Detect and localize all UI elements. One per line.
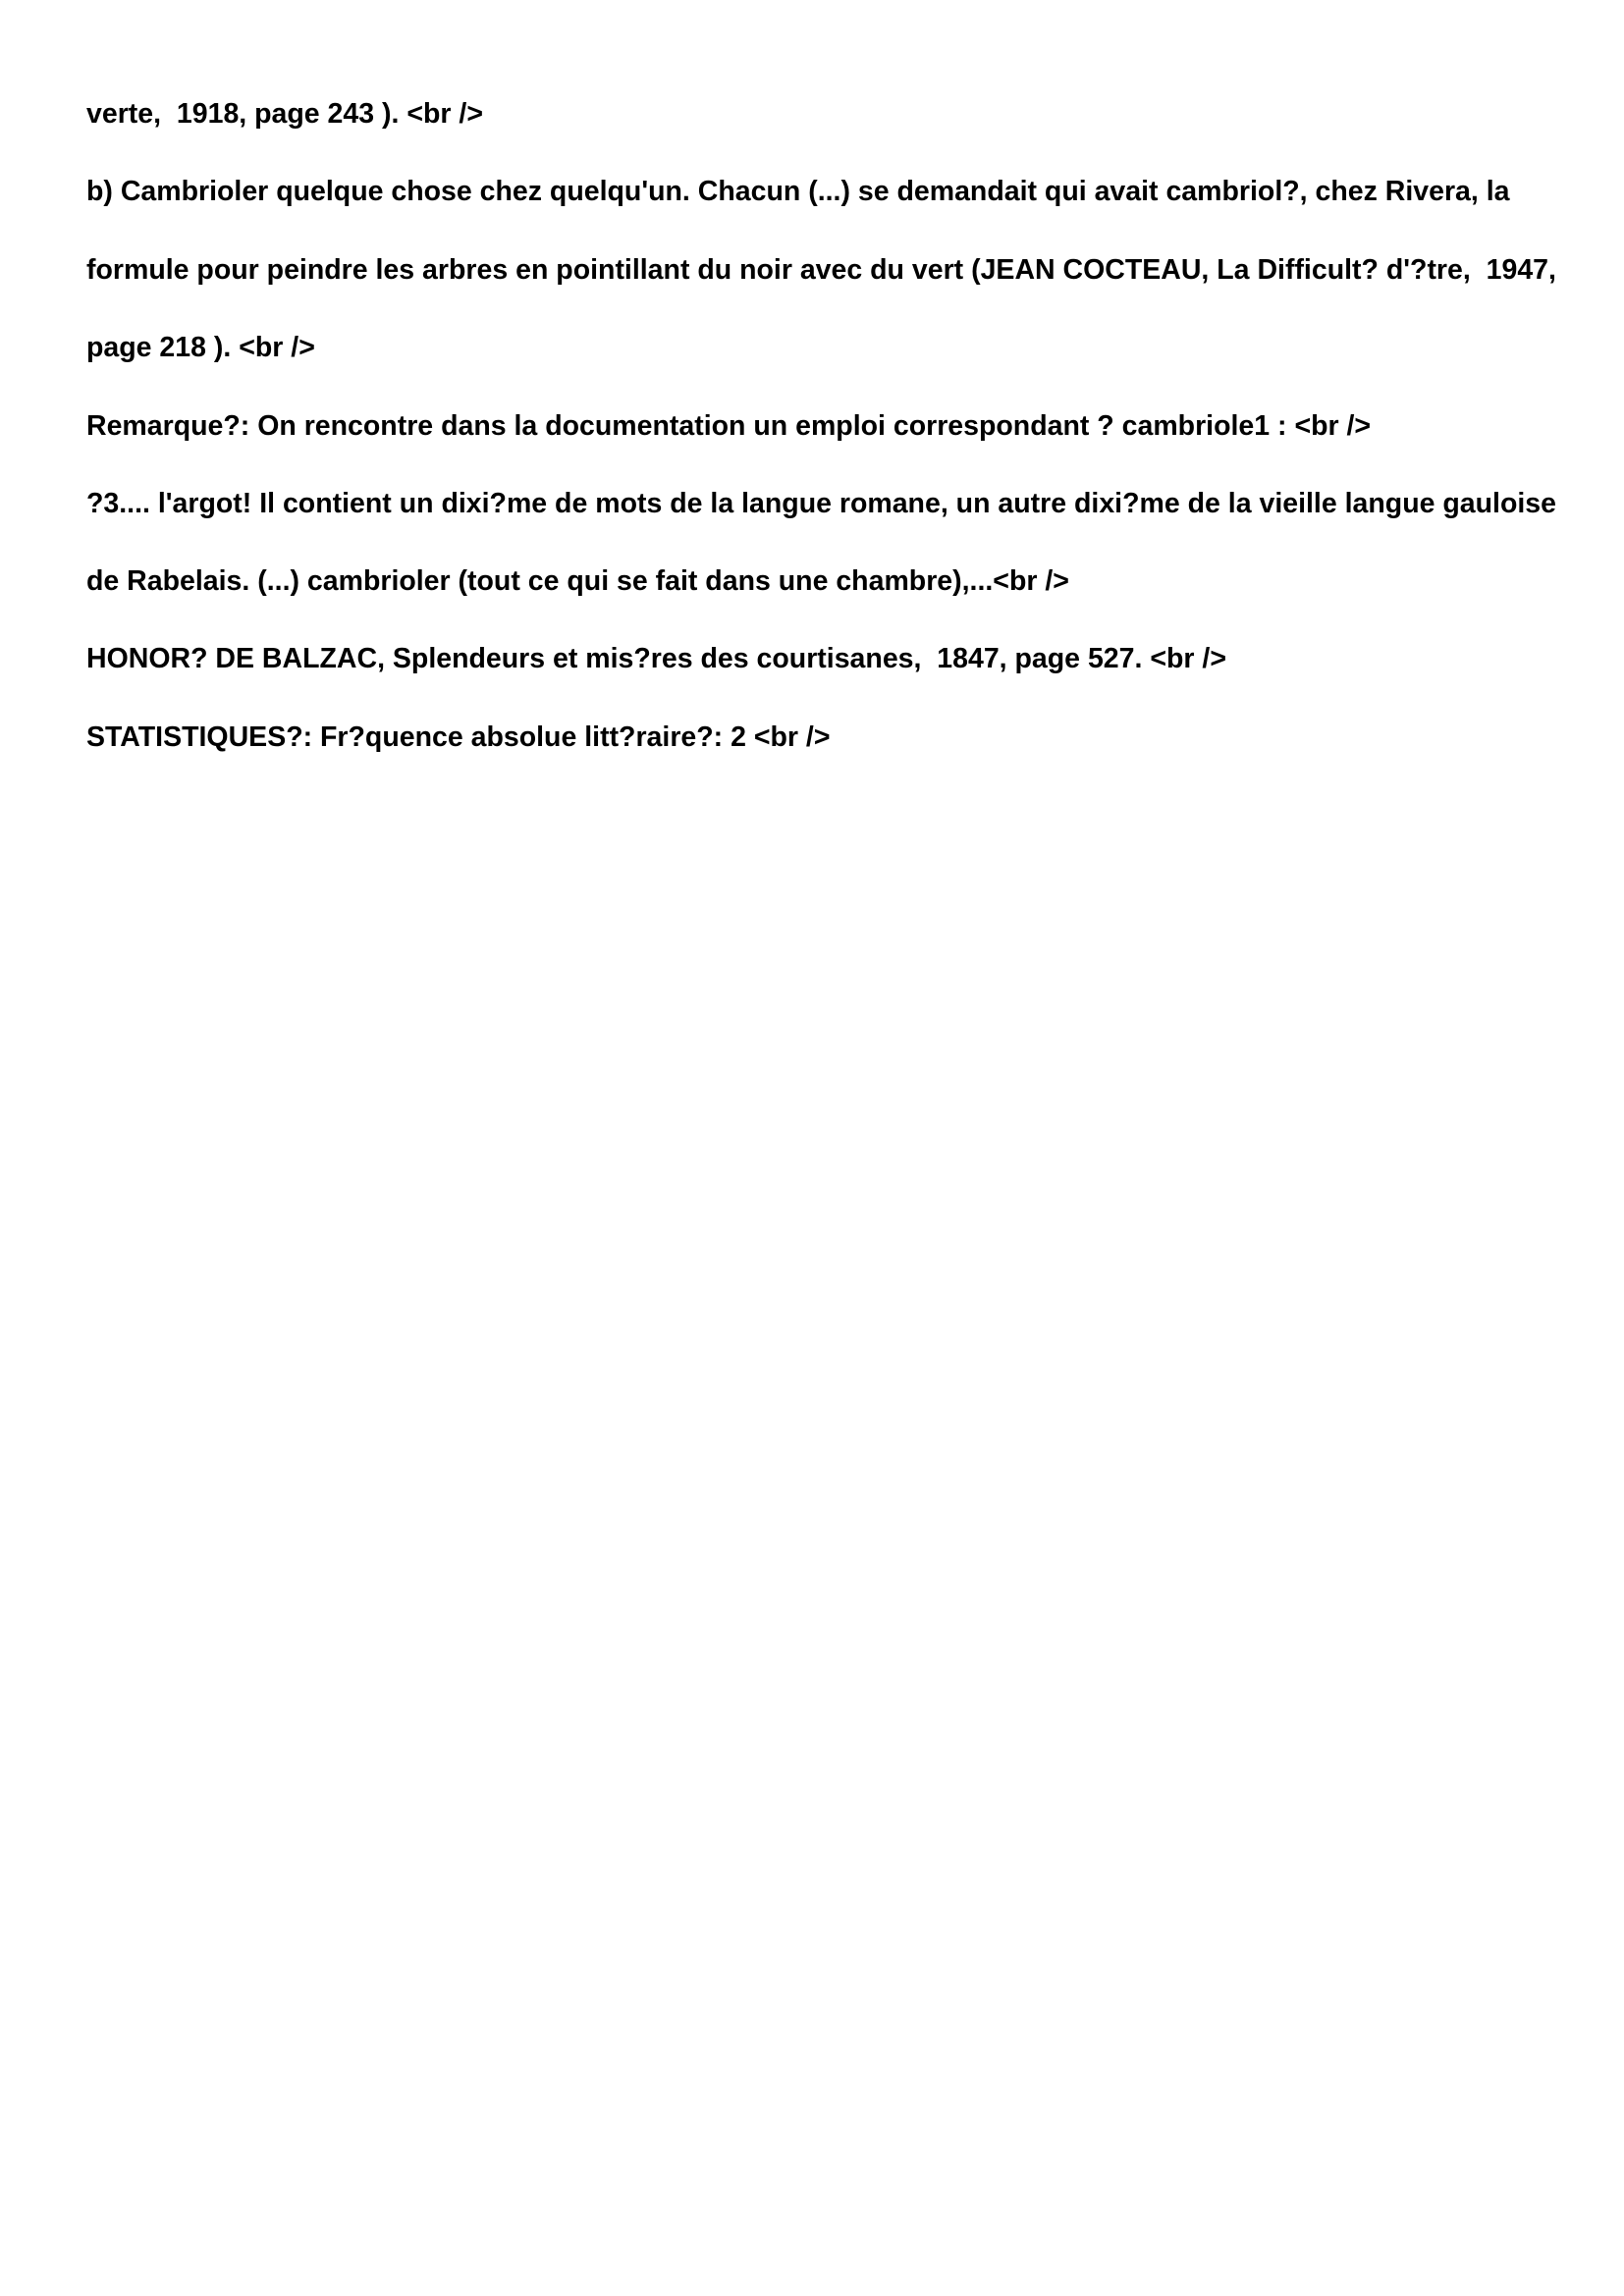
- text-line: ?3.... l'argot! Il contient un dixi?me de mots de la langue romane, un autre dixi?me de la vieille langue gauloise: [86, 488, 1557, 519]
- text-line: page 218 ). <br />: [86, 332, 315, 363]
- text-line: b) Cambrioler quelque chose chez quelqu'un. Chacun (...) se demandait qui avait cambriol?, chez Rivera, la: [86, 176, 1510, 207]
- text-line: verte, 1918, page 243 ). <br />: [86, 98, 483, 130]
- text-line: HONOR? DE BALZAC, Splendeurs et mis?res des courtisanes, 1847, page 527. <br />: [86, 643, 1226, 674]
- text-line: de Rabelais. (...) cambrioler (tout ce qui se fait dans une chambre),...<br />: [86, 565, 1069, 597]
- text-line: formule pour peindre les arbres en pointillant du noir avec du vert (JEAN COCTEAU, La Difficult? d'?tre, 1947,: [86, 254, 1556, 286]
- text-line: Remarque?: On rencontre dans la documentation un emploi correspondant ? cambriole1 : <br />: [86, 410, 1372, 442]
- text-line: STATISTIQUES?: Fr?quence absolue litt?raire?: 2 <br />: [86, 721, 831, 753]
